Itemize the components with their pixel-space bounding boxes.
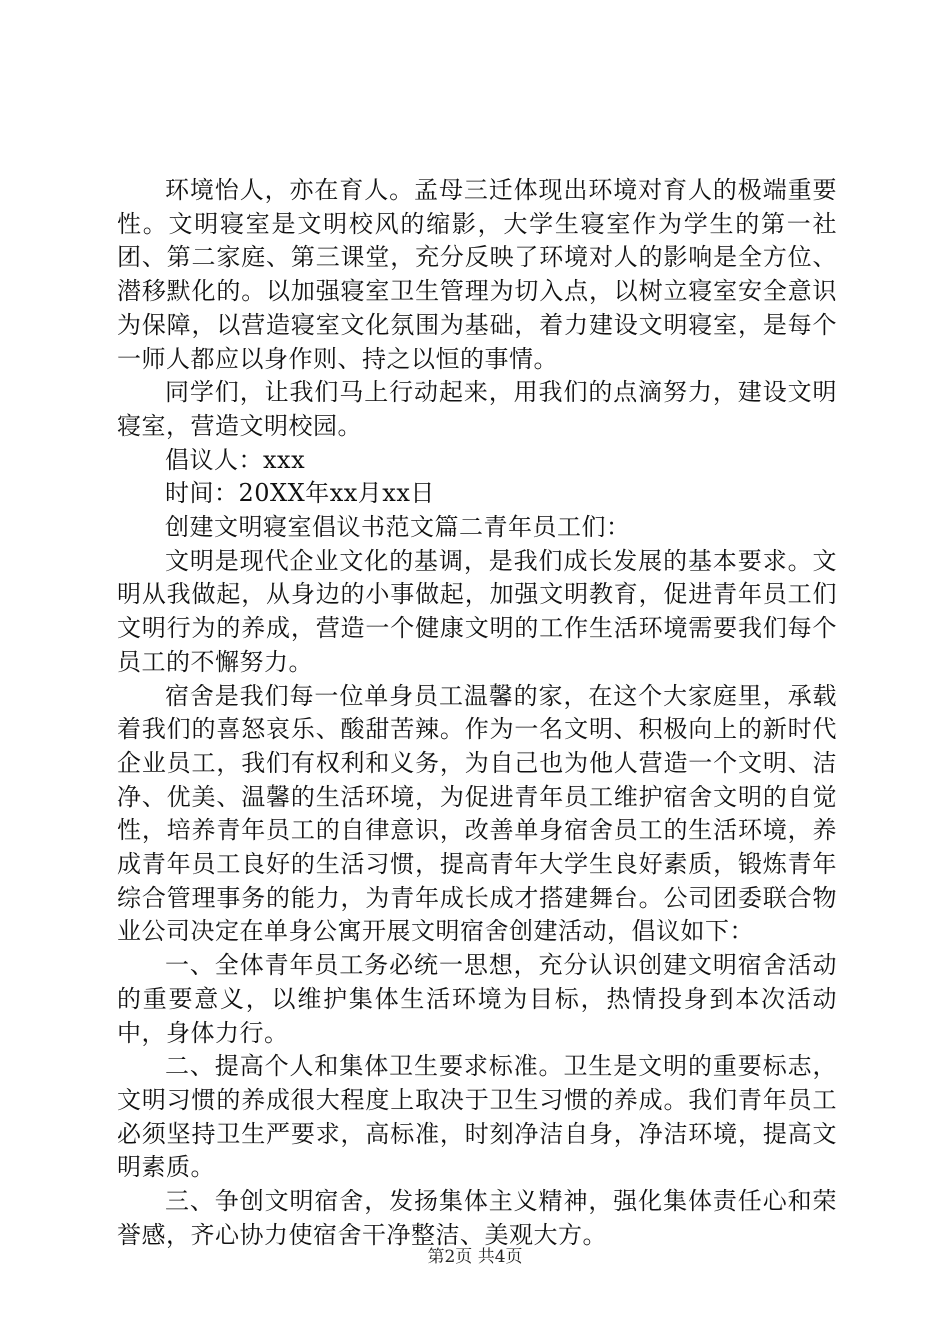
paragraph-dormitory: 宿舍是我们每一位单身员工温馨的家，在这个大家庭里，承载着我们的喜怒哀乐、酸甜苦辣。作为一名文明、积极向上的新时代企业员工，我们有权利和义务，为自己也为他人营造一个文明、洁净、优美、温馨的生活环境，为促进青年员工维护宿舍文明的自觉性，培养青年员工的自律意识，改善单身宿舍员工的生活环境，养成青年员工良好的生活习惯，提高青年大学生良好素质，锻炼青年综合管理事务的能力，为青年成长成才搭建舞台。公司团委联合物业公司决定在单身公寓开展文明宿舍创建活动，倡议如下： bbox=[117, 681, 837, 946]
paragraph-civilization: 文明是现代企业文化的基调，是我们成长发展的基本要求。文明从我做起，从身边的小事做起，加强文明教育，促进青年员工们文明行为的养成，营造一个健康文明的工作生活环境需要我们每个员工的不懈努力。 bbox=[117, 546, 837, 676]
paragraph-point-three: 三、争创文明宿舍，发扬集体主义精神，强化集体责任心和荣誉感，齐心协力使宿舍干净整洁、美观大方。 bbox=[117, 1187, 837, 1249]
document-body bbox=[117, 174, 837, 1253]
paragraph-point-one: 一、全体青年员工务必统一思想，充分认识创建文明宿舍活动的重要意义，以维护集体生活环境为目标，热情投身到本次活动中，身体力行。 bbox=[117, 951, 837, 1047]
paragraph-second-title: 创建文明寝室倡议书范文篇二青年员工们： bbox=[165, 513, 631, 542]
paragraph-point-two: 二、提高个人和集体卫生要求标准。卫生是文明的重要标志，文明习惯的养成很大程度上取决于卫生习惯的养成。我们青年员工必须坚持卫生严要求，高标准，时刻净洁自身，净洁环境，提高文明素质。 bbox=[117, 1052, 837, 1182]
page-number-footer: 第2页 共4页 bbox=[427, 1247, 523, 1267]
paragraph-call-to-action: 同学们，让我们马上行动起来，用我们的点滴努力，建设文明寝室，营造文明校园。 bbox=[117, 378, 837, 440]
paragraph-environment: 环境怡人，亦在育人。孟母三迁体现出环境对育人的极端重要性。文明寝室是文明校风的缩影，大学生寝室作为学生的第一社团、第二家庭、第三课堂，充分反映了环境对人的影响是全方位、潜移默化的。以加强寝室卫生管理为切入点，以树立寝室安全意识为保障，以营造寝室文化氛围为基础，着力建设文明寝室，是每个一师人都应以身作则、持之以恒的事情。 bbox=[117, 176, 837, 373]
paragraph-date: 时间：20XX年xx月xx日 bbox=[165, 479, 435, 508]
paragraph-initiator: 倡议人：xxx bbox=[165, 445, 306, 474]
